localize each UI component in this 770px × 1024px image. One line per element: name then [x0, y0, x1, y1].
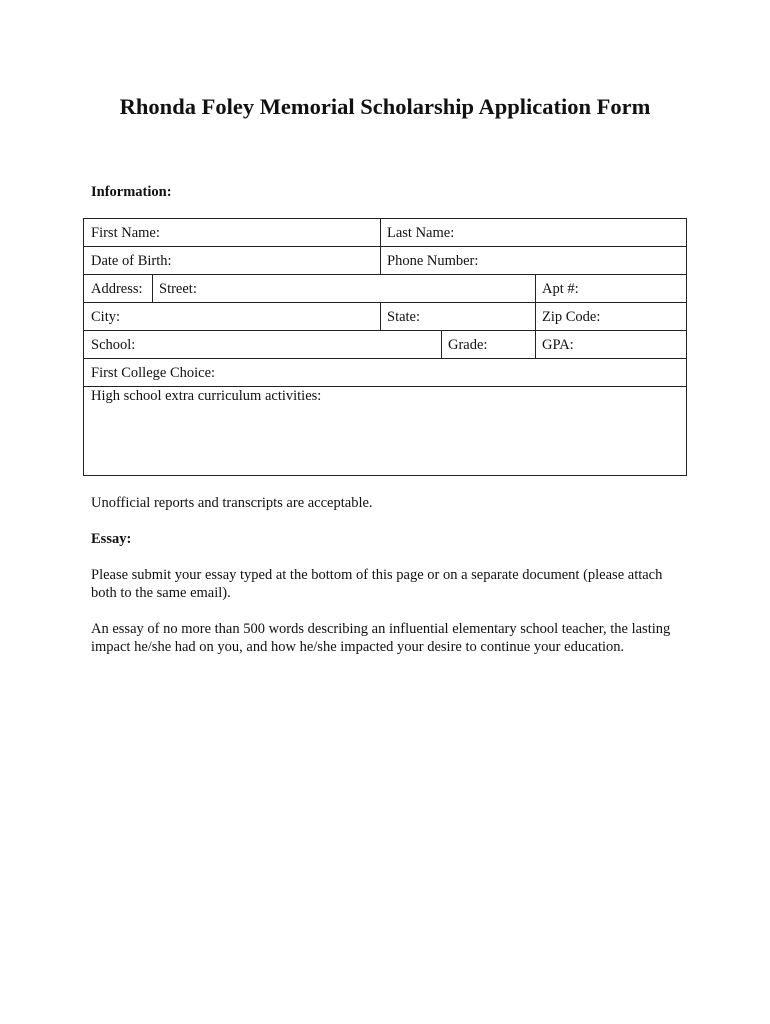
row-divider: [84, 302, 686, 303]
row-divider: [84, 330, 686, 331]
essay-heading: Essay:: [91, 531, 132, 547]
transcripts-note: Unofficial reports and transcripts are acceptable.: [91, 495, 373, 511]
submit-instructions: Please submit your essay typed at the bottom of this page or on a separate document (please attach both to the same email).: [91, 567, 663, 601]
state-field[interactable]: State:: [387, 309, 421, 325]
row-divider: [84, 358, 686, 359]
essay-description: An essay of no more than 500 words describing an influential elementary school teacher, the lasting impact he/she had on you, and how he/she impacted your desire to continue your education.: [91, 621, 671, 655]
grade-field[interactable]: Grade:: [448, 337, 488, 353]
date-of-birth-field[interactable]: Date of Birth:: [91, 253, 172, 269]
address-label: Address:: [91, 281, 143, 297]
row-divider: [84, 246, 686, 247]
gpa-field[interactable]: GPA:: [542, 337, 574, 353]
information-heading: Information:: [91, 184, 172, 200]
application-form-table: [83, 218, 687, 476]
zip-code-field[interactable]: Zip Code:: [542, 309, 601, 325]
last-name-field[interactable]: Last Name:: [387, 225, 455, 241]
school-field[interactable]: School:: [91, 337, 136, 353]
street-field[interactable]: Street:: [159, 281, 197, 297]
city-field[interactable]: City:: [91, 309, 121, 325]
row-divider: [84, 274, 686, 275]
phone-number-field[interactable]: Phone Number:: [387, 253, 479, 269]
first-college-choice-field[interactable]: First College Choice:: [91, 365, 216, 381]
apt-field[interactable]: Apt #:: [542, 281, 579, 297]
activities-field[interactable]: High school extra curriculum activities:: [91, 388, 322, 404]
first-name-field[interactable]: First Name:: [91, 225, 160, 241]
page-title: Rhonda Foley Memorial Scholarship Application Form: [119, 94, 651, 119]
